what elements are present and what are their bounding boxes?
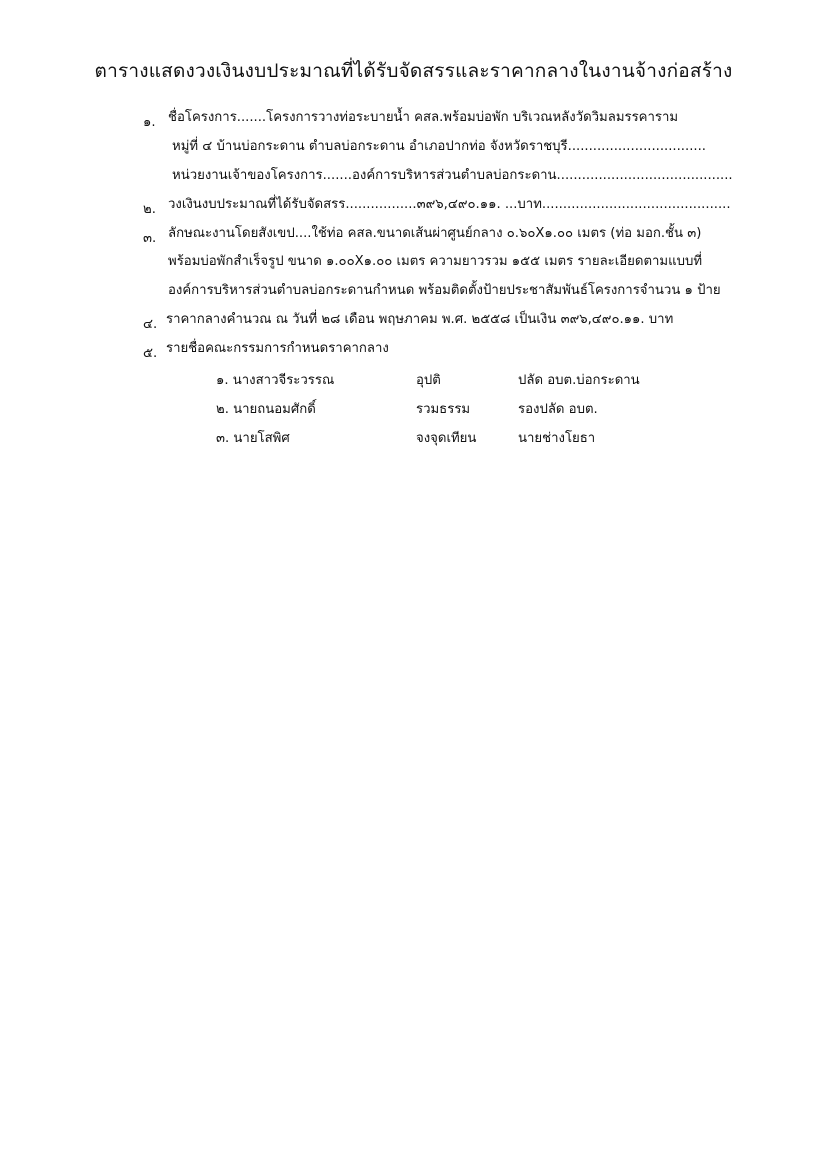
- committee-1-name: ๑. นางสาวจีระวรรณ: [216, 373, 335, 388]
- committee-2-name: ๒. นายถนอมศักดิ์: [216, 402, 316, 417]
- item-3-number: ๓.: [143, 231, 157, 246]
- item-3-description-line-2: พร้อมบ่อพักสำเร็จรูป ขนาด ๑.๐๐X๑.๐๐ เมตร ความยาวรวม ๑๕๕ เมตร รายละเอียดตามแบบที่: [168, 254, 703, 269]
- item-2-number: ๒.: [143, 202, 156, 217]
- committee-2-surname: รวมธรรม: [416, 402, 471, 417]
- document-title: ตารางแสดงวงเงินงบประมาณที่ได้รับจัดสรรและราคากลางในงานจ้างก่อสร้าง: [94, 60, 733, 82]
- committee-3-surname: จงจุดเทียน: [416, 431, 477, 446]
- item-3-description-line-3: องค์การบริหารส่วนตำบลบ่อกระดานกำหนด พร้อมติดตั้งป้ายประชาสัมพันธ์โครงการจำนวน ๑ ป้าย: [168, 283, 721, 298]
- item-1-number: ๑.: [143, 115, 156, 130]
- item-1-project-name: ชื่อโครงการ.......โครงการวางท่อระบายน้ำ คสล.พร้อมบ่อพัก บริเวณหลังวัดวิมลมรรคาราม: [168, 110, 679, 125]
- item-4-number: ๔.: [143, 317, 158, 332]
- item-1-location: หมู่ที่ ๔ บ้านบ่อกระดาน ตำบลบ่อกระดาน อำเภอปากท่อ จังหวัดราชบุรี.................................: [172, 139, 706, 154]
- committee-2-position: รองปลัด อบต.: [518, 402, 598, 417]
- committee-3-name: ๓. นายโสพิศ: [216, 431, 290, 446]
- item-1-owner-agency: หน่วยงานเจ้าของโครงการ.......องค์การบริหารส่วนตำบลบ่อกระดาน..........................................: [172, 168, 733, 183]
- committee-1-surname: อุปติ: [416, 373, 441, 388]
- item-3-description-line-1: ลักษณะงานโดยสังเขป....ใช้ท่อ คสล.ขนาดเส้นผ่าศูนย์กลาง ๐.๖๐X๑.๐๐ เมตร (ท่อ มอก.ชั้น ๓): [168, 226, 702, 241]
- committee-1-position: ปลัด อบต.บ่อกระดาน: [518, 373, 640, 388]
- item-4-reference-price: ราคากลางคำนวณ ณ วันที่ ๒๘ เดือน พฤษภาคม พ.ศ. ๒๕๕๘ เป็นเงิน ๓๙๖,๔๙๐.๑๑. บาท: [166, 312, 674, 327]
- item-2-budget: วงเงินงบประมาณที่ได้รับจัดสรร.................๓๙๖,๔๙๐.๑๑. ...บาท.............................................: [168, 197, 731, 212]
- item-5-number: ๕.: [143, 346, 158, 361]
- item-5-committee-heading: รายชื่อคณะกรรมการกำหนดราคากลาง: [166, 341, 389, 356]
- committee-3-position: นายช่างโยธา: [518, 431, 596, 446]
